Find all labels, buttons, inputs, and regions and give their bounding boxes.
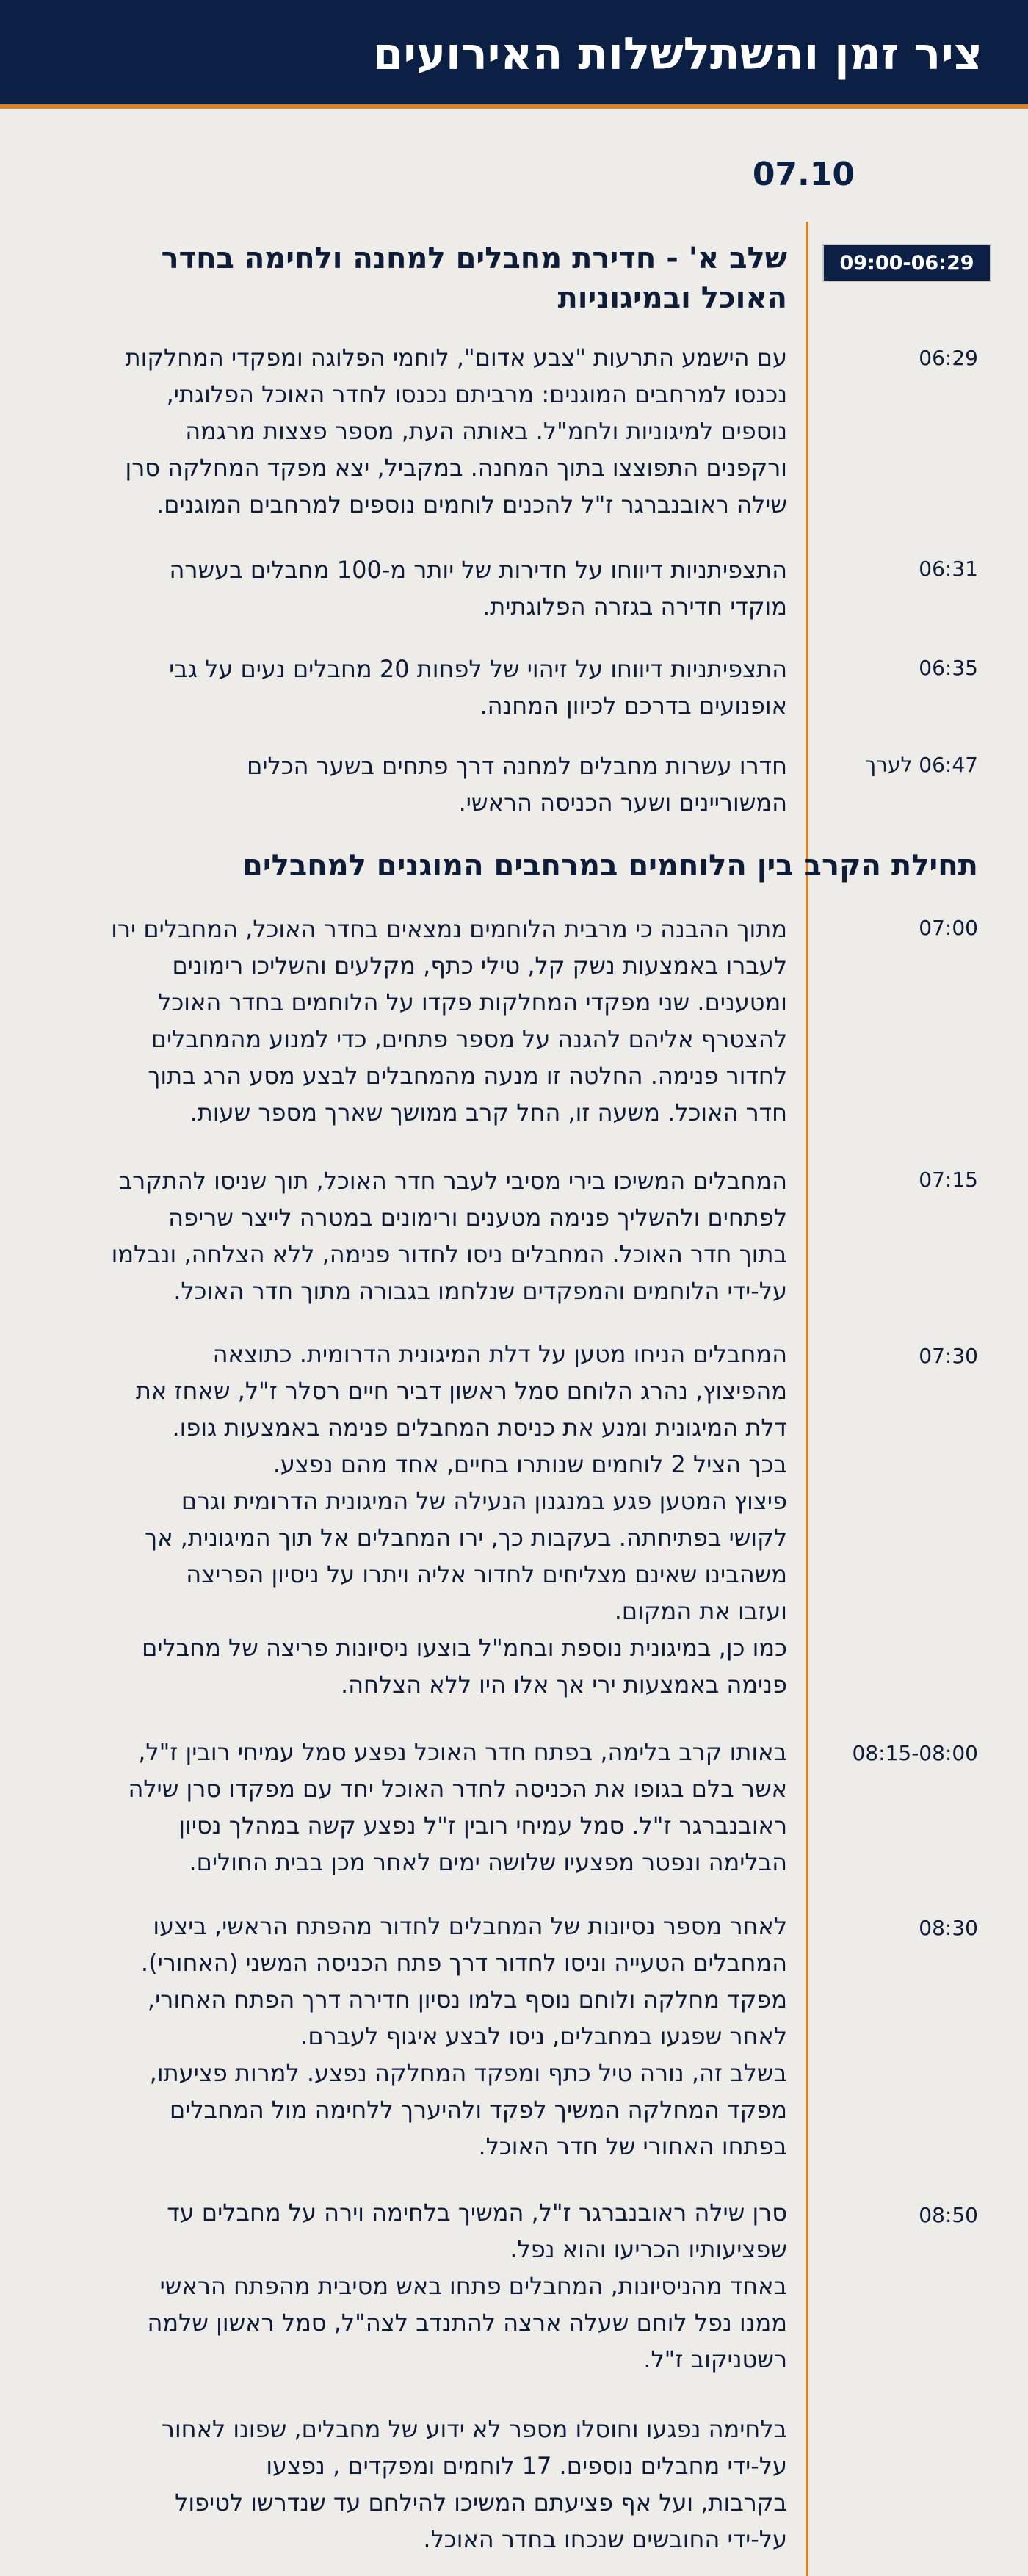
event-time: 06:35 <box>919 656 978 680</box>
stage-time-badge: 09:00-06:29 <box>822 244 991 282</box>
event-text: המחבלים הניחו מטען על דלת המיגונית הדרומית. כתוצאה מהפיצוץ, נהרג הלוחם סמל ראשון דביר חיים רסלר ז"ל, שאחז את דלת המיגונית ומנע את כניסת המחבלים פנימה באמצעות גופו. בכך הציל 2 לוחמים שנותרו בחיים, אחד מהם נפצע. פיצוץ המטען פגע במנגנון הנעילה של המיגונית הדרומית וגרם לקושי בפתיחתה. בעקבות כך, ירו המחבלים אל תוך המיגונית, אך משהבינו שאינם מצליחים לחדור אליה ויתרו על ניסיון הפריצה ועזבו את המקום. כמו כן, במיגונית נוספת ובחמ"ל בוצעו ניסיונות פריצה של מחבלים פנימה באמצעות ירי אך אלו היו ללא הצלחה. <box>135 1340 787 1698</box>
event-text: סרן שילה ראובנברגר ז"ל, המשיך בלחימה וירה על מחבלים עד שפציעותיו הכריעו והוא נפל. באחד מהניסיונות, המחבלים פתחו באש מסיבית מהפתח הראשי ממנו נפל לוחם שעלה ארצה להתנדב לצה"ל, סמל ראשון שלמה רשטניקוב ז"ל. <box>147 2199 787 2373</box>
event-time: 08:50 <box>919 2203 978 2227</box>
stage-title: שלב א' - חדירת מחבלים למחנה ולחימה בחדר האוכל ובמיגוניות <box>161 242 787 315</box>
event-text: המחבלים המשיכו בירי מסיבי לעבר חדר האוכל, תוך שניסו להתקרב לפתחים ולהשליך פנימה מטענים ורימונים במטרה לייצר שריפה בתוך חדר האוכל. המחבלים ניסו לחדור פנימה, ללא הצלחה, ונבלמו על-ידי הלוחמים והמפקדים שנלחמו בגבורה מתוך חדר האוכל. <box>111 1167 787 1305</box>
event-time: 08:15-08:00 <box>852 1741 978 1765</box>
event-text: מתוך ההבנה כי מרבית הלוחמים נמצאים בחדר האוכל, המחבלים ירו לעברו באמצעות נשק קל, טילי כתף, מקלעים והשליכו רימונים ומטענים. שני מפקדי המחלקות פקדו על הלוחמים בחדר האוכל להצטרף אליהם להגנה על מספר פתחים, כדי למנוע מהמחבלים לחדור פנימה. החלטה זו מנעה מהמחבלים לבצע מסע הרג בתוך חדר האוכל. משעה זו, החל קרב ממושך שארך מספר שעות. <box>111 915 787 1126</box>
date-label: 07.10 <box>752 156 855 193</box>
event-text: התצפיתניות דיווחו על זיהוי של לפחות 20 מחבלים נעים על גבי אופנועים בדרכם לכיוון המחנה. <box>169 655 787 720</box>
event-time: 08:30 <box>919 1916 978 1940</box>
event-text: עם הישמע התרעות "צבע אדום", לוחמי הפלוגה ומפקדי המחלקות נכנסו למרחבים המוגנים: מרביתם נכנסו לחדר האוכל הפלוגתי, נוספים למיגוניות ולחמ"ל. באותה העת, מספר פצצות מרגמה ורקפנים התפוצצו בתוך המחנה. במקביל, יצא מפקד המחלקה סרן שילה ראובנברגר ז"ל להכנים לוחמים נוספים למרחבים המוגנים. <box>125 344 787 518</box>
event-time: 06:31 <box>919 557 978 581</box>
event-text: התצפיתניות דיווחו על חדירות של יותר מ-100 מחבלים בעשרה מוקדי חדירה בגזרה הפלוגתית. <box>169 556 787 621</box>
event-time: 07:00 <box>919 916 978 940</box>
event-text: חדרו עשרות מחבלים למחנה דרך פתחים בשער הכלים המשוריינים ושער הכניסה הראשי. <box>247 752 787 817</box>
event-time: 07:15 <box>919 1168 978 1192</box>
battle-heading: תחילת הקרב בין הלוחמים במרחבים המוגנים למחבלים <box>242 849 978 883</box>
event-text: לאחר מספר נסיונות של המחבלים לחדור מהפתח הראשי, ביצעו המחבלים הטעייה וניסו לחדור דרך פתח הכניסה המשני (האחורי). מפקד מחלקה ולוחם נוסף בלמו נסיון חדירה דרך הפתח האחורי, לאחר שפגעו במחבלים, ניסו לבצע איגוף לעברם. בשלב זה, נורה טיל כתף ומפקד המחלקה נפצע. למרות פציעתו, מפקד המחלקה המשיך לפקד ולהיערך ללחימה מול המחבלים בפתחו האחורי של חדר האוכל. <box>140 1912 787 2160</box>
page-title: ציר זמן והשתלשלות האירועים <box>372 29 982 80</box>
page-header <box>0 0 1028 109</box>
event-text: באותו קרב בלימה, בפתח חדר האוכל נפצע סמל עמיחי רובין ז"ל, אשר בלם בגופו את הכניסה לחדר האוכל יחד עם מפקדו סרן שילה ראובנברגר ז"ל. סמל עמיחי רובין ז"ל נפצע קשה במהלך נסיון הבלימה ונפטר מפצעיו שלושה ימים לאחר מכן בבית החולים. <box>128 1738 787 1876</box>
event-text: בלחימה נפגעו וחוסלו מספר לא ידוע של מחבלים, שפונו לאחור על-ידי מחבלים נוספים. 17 לוחמים ומפקדים , נפצעו בקרבות, ועל אף פציעתם המשיכו להילחם עד שנדרשו לטיפול על-ידי החובשים שנכחו בחדר האוכל. <box>161 2415 787 2553</box>
event-time: 06:29 <box>919 346 978 370</box>
event-time: 07:30 <box>919 1344 978 1368</box>
event-time: 06:47 לערך <box>865 753 978 777</box>
